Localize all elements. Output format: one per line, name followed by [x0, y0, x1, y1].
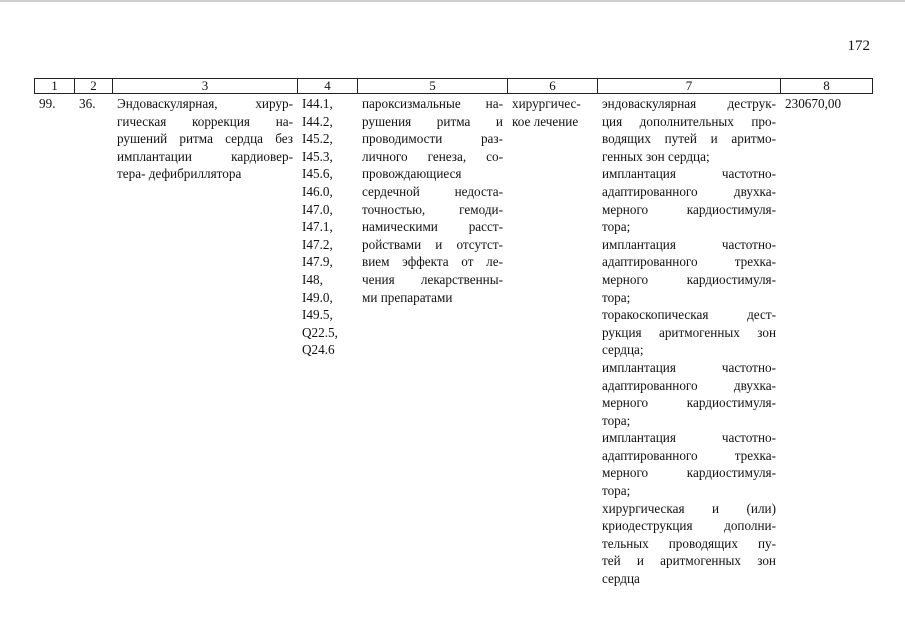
method-line: адаптированного двухка-	[602, 183, 776, 199]
icd-code: I47.2,	[302, 236, 333, 252]
method-line: имплантация частотно-	[602, 430, 776, 446]
column-header-4: 4	[298, 79, 358, 94]
treatment-type-line: тера- дефибриллятора	[117, 166, 242, 182]
icd-code: I45.6,	[302, 166, 333, 182]
method-line: хирургическая и (или)	[602, 500, 776, 516]
icd-codes-cell	[298, 94, 358, 588]
row-number-cell	[35, 94, 75, 588]
icd-code: I48,	[302, 271, 323, 287]
disease-model-line: сердечной недоста-	[362, 183, 503, 199]
column-header-2: 2	[75, 79, 113, 94]
disease-model-line: личного генеза, со-	[362, 148, 503, 164]
disease-model-line: чения лекарственны-	[362, 271, 503, 287]
header-row	[35, 79, 873, 94]
disease-model-line: ми препаратами	[362, 289, 453, 305]
method-line: имплантация частотно-	[602, 236, 776, 252]
treatment-type-line: гическая коррекция на-	[117, 113, 293, 129]
treatment-kind-cell	[508, 94, 598, 588]
cost-value: 230670,00	[785, 96, 842, 111]
column-header-8: 8	[781, 79, 873, 94]
disease-model-line: рушения ритма и	[362, 113, 503, 129]
icd-code: I47.1,	[302, 219, 333, 235]
treatment-table	[34, 78, 873, 588]
icd-code: Q22.5,	[302, 324, 338, 340]
column-header-3: 3	[113, 79, 298, 94]
page-number: 172	[847, 38, 870, 54]
disease-model-line: пароксизмальные на-	[362, 96, 503, 111]
method-line: адаптированного трехка-	[602, 254, 776, 270]
method-line: имплантация частотно-	[602, 359, 776, 375]
icd-code: Q24.6	[302, 342, 335, 358]
treatment-kind-line: кое лечение	[512, 113, 579, 129]
method-line: рукция аритмогенных зон	[602, 324, 776, 340]
column-header-1: 1	[35, 79, 75, 94]
cost-cell	[781, 94, 873, 588]
treatment-type-cell	[113, 94, 298, 588]
method-line: тора;	[602, 412, 631, 428]
treatment-type-line: рушений ритма сердца без	[117, 131, 293, 147]
row-number: 99.	[39, 96, 56, 111]
method-line: эндоваскулярная деструк-	[602, 96, 776, 111]
method-line: адаптированного трехка-	[602, 447, 776, 463]
icd-code: I45.2,	[302, 131, 333, 147]
method-line: ция дополнительных про-	[602, 113, 776, 129]
icd-code: I46.0,	[302, 183, 333, 199]
method-line: тора;	[602, 483, 631, 499]
column-header-5: 5	[358, 79, 508, 94]
disease-model-line: точностью, гемоди-	[362, 201, 503, 217]
method-line: мерного кардиостимуля-	[602, 395, 776, 411]
method-line: водящих путей и аритмо-	[602, 131, 776, 147]
icd-code: I47.0,	[302, 201, 333, 217]
icd-code: I47.9,	[302, 254, 333, 270]
method-line: тей и аритмогенных зон	[602, 553, 776, 569]
table-row	[35, 94, 873, 588]
method-line: криодеструкция дополни-	[602, 518, 776, 534]
column-header-7: 7	[598, 79, 781, 94]
icd-code: I49.0,	[302, 289, 333, 305]
disease-model-line: провождающиеся	[362, 166, 462, 182]
method-line: тельных проводящих пу-	[602, 535, 776, 551]
treatment-kind-line: хирургичес-	[512, 96, 581, 111]
disease-model-line: вием эффекта от ле-	[362, 254, 503, 270]
method-line: генных зон сердца;	[602, 148, 710, 164]
method-line: мерного кардиостимуля-	[602, 465, 776, 481]
disease-model-line: ройствами и отсутст-	[362, 236, 503, 252]
method-line: имплантация частотно-	[602, 166, 776, 182]
treatment-type-line: Эндоваскулярная, хирур-	[117, 96, 293, 111]
icd-code: I44.2,	[302, 113, 333, 129]
icd-code: I45.3,	[302, 148, 333, 164]
method-line: тора;	[602, 219, 631, 235]
method-line: тора;	[602, 289, 631, 305]
method-line: мерного кардиостимуля-	[602, 201, 776, 217]
method-cell	[598, 94, 781, 588]
icd-code: I44.1,	[302, 96, 333, 111]
disease-model-cell	[358, 94, 508, 588]
method-line: мерного кардиостимуля-	[602, 271, 776, 287]
method-line: сердца;	[602, 342, 644, 358]
method-line: торакоскопическая дест-	[602, 307, 776, 323]
treatment-type-line: имплантации кардиовер-	[117, 148, 293, 164]
icd-code: I49.5,	[302, 307, 333, 323]
method-line: адаптированного двухка-	[602, 377, 776, 393]
group-number-cell	[75, 94, 113, 588]
disease-model-line: проводимости раз-	[362, 131, 503, 147]
column-header-6: 6	[508, 79, 598, 94]
method-line: сердца	[602, 571, 640, 587]
disease-model-line: намическими расст-	[362, 219, 503, 235]
group-number: 36.	[79, 96, 96, 111]
top-rule	[0, 0, 905, 2]
